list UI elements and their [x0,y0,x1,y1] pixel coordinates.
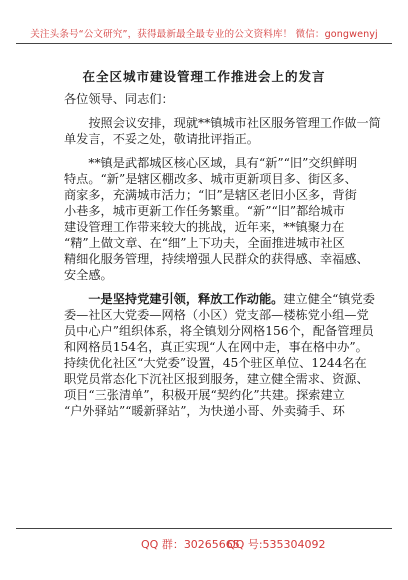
header-promo-note: 关注头条号“公文研究”，获得最新最全最专业的公文资料库！ 微信：gongwenyj [30,29,378,40]
paragraph-2-line: 安全感。 [64,268,113,282]
paragraph-2-line: **镇是武都城区核心区域，具有“新”“旧”交织鲜明 [64,156,358,170]
paragraph-2-line: 建设管理工作带来较大的挑战，近年来，**镇聚力在 [64,220,345,234]
paragraph-2-line: 精细化服务管理，持续增强人民群众的获得感、幸福感、 [64,252,369,266]
section-1-line: 职党员常态化下沉社区报到服务，建立健全需求、资源、 [64,372,369,386]
section-1-line: “户外驿站”“暖新驿站”，为快递小哥、外卖骑手、环 [64,404,345,418]
paragraph-2-line: 小巷多，城市更新工作任务繁重。“新”“旧”都给城市 [64,204,345,218]
paragraph-2-line: 商家多，充满城市活力；“旧”是辖区老旧小区多，背街 [64,188,357,202]
section-1-heading: 一是坚持党建引领，释放工作动能。 [88,292,284,306]
salutation: 各位领导、同志们： [64,92,174,106]
footer-qq-number: QQ 号:535304092 [227,538,326,551]
section-1-first-line-rest: 建立健全“镇党委 [283,292,375,306]
section-1-line: 项目“三张清单”，积极开展“契约化”共建。探索建立 [64,388,345,402]
paragraph-1-line: 按照会议安排，现就**镇城市社区服务管理工作做一简 [64,116,381,130]
section-1-line: 委—社区大党委—网格（小区）党支部—楼栋党小组—党 [64,308,369,322]
section-1-first-line [64,291,375,307]
paragraph-2-line: 特点。“新”是辖区棚改多、城市更新项目多、街区多、 [64,172,357,186]
header-divider [16,43,392,44]
section-1-line: 和网格员154名，真正实现“人在网中走，事在格中办”。 [64,340,368,354]
section-1-line: 持续优化社区“大党委”设置，45个驻区单位、1244名在 [64,356,367,370]
paragraph-2-line: “精”上做文章、在“细”上下功夫，全面推进城市社区 [64,236,345,250]
footer-divider [16,528,392,529]
paragraph-1-line: 单发言，不妥之处，敬请批评指正。 [64,132,259,146]
document-body [64,91,381,419]
section-1-line: 员中心户”组织体系，将全镇划分网格156个，配备管理员 [64,324,374,338]
footer-qq-group: QQ 群：30265665 [141,538,240,551]
document-title: 在全区城市建设管理工作推进会上的发言 [82,69,326,84]
